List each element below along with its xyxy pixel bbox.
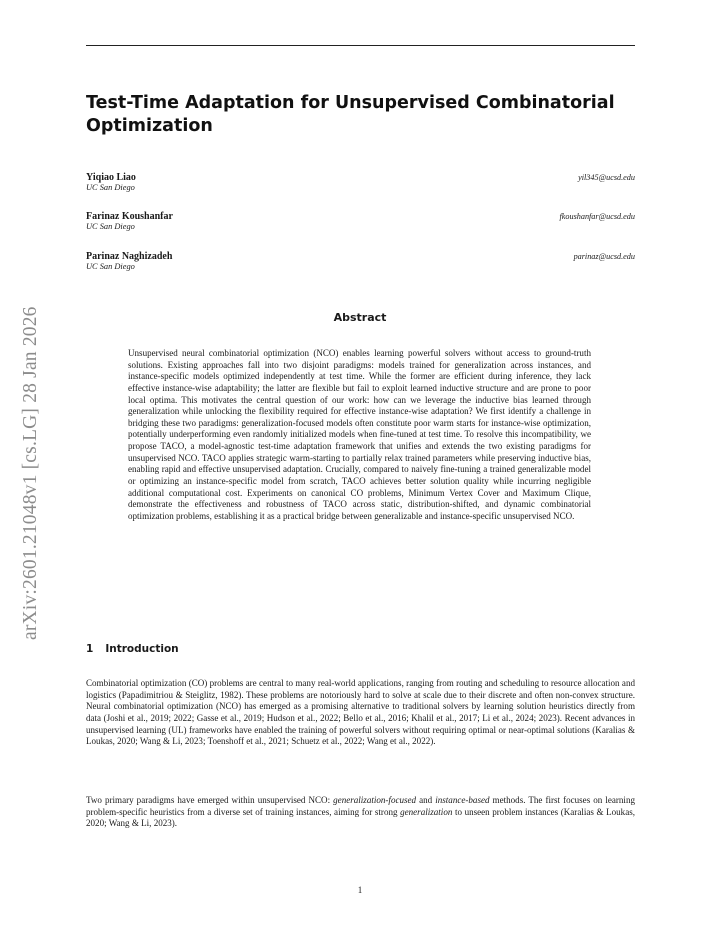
top-rule — [86, 45, 635, 46]
abstract-heading: Abstract — [333, 311, 387, 324]
author-email[interactable]: fkoushanfar@ucsd.edu — [559, 212, 635, 221]
author-block — [86, 251, 635, 281]
intro-paragraph-2 — [86, 795, 635, 830]
author-affiliation: UC San Diego — [86, 222, 135, 231]
intro-paragraph-1: Combinatorial optimization (CO) problems are central to many real-world applications, ranging from routing and scheduling to resource allocation and logistics (Papadimitriou & Steiglitz, 1982). These problems are notoriously hard to solve at scale due to their discrete and often non-convex structure. Neural combinatorial optimization (NCO) has emerged as a promising alternative to traditional solvers by learning solution heuristics directly from data (Joshi et al., 2019; 2022; Gasse et al., 2019; Hudson et al., 2022; Bello et al., 2016; Khalil et al., 2017; Li et al., 2024; 2023). Recent advances in unsupervised learning (UL) frameworks have enabled the training of powerful solvers without requiring optimal or near-optimal solutions (Karalias & Loukas, 2020; Wang & Li, 2023; Toenshoff et al., 2021; Schuetz et al., 2022; Wang et al., 2022). — [86, 678, 635, 747]
section-title: Introduction — [105, 643, 179, 655]
author-affiliation: UC San Diego — [86, 183, 135, 192]
section-heading — [86, 643, 179, 655]
emphasis-text: instance-based — [435, 795, 490, 805]
page-number: 1 — [357, 885, 363, 895]
author-name: Farinaz Koushanfar — [86, 211, 173, 222]
paragraph-text: methods. The first focuses on learning problem-specific heuristics from a diverse set of training instances, aiming for strong — [86, 795, 635, 817]
author-email[interactable]: yil345@ucsd.edu — [578, 173, 635, 182]
section-number: 1 — [86, 643, 94, 655]
author-block — [86, 172, 635, 202]
author-affiliation: UC San Diego — [86, 262, 135, 271]
paragraph-text: Two primary paradigms have emerged within unsupervised NCO: — [86, 795, 334, 805]
emphasis-text: generalization — [400, 806, 453, 817]
author-name: Parinaz Naghizadeh — [86, 251, 173, 262]
paper-title: Test-Time Adaptation for Unsupervised Combinatorial Optimization — [86, 93, 615, 136]
emphasis-text: generalization-focused — [333, 795, 417, 805]
paragraph-text: and — [416, 795, 436, 805]
arxiv-identifier: arXiv:2601.21048v1 [cs.LG] 28 Jan 2026 — [20, 306, 41, 640]
paragraph-text: to unseen problem instances (Karalias & Loukas, 2020; Wang & Li, 2023). — [86, 806, 635, 829]
author-block — [86, 211, 635, 241]
author-email[interactable]: parinaz@ucsd.edu — [573, 252, 635, 261]
abstract-text: Unsupervised neural combinatorial optimization (NCO) enables learning powerful solvers without access to ground-truth solutions. Existing approaches fall into two disjoint paradigms: models trained for generalization across instances, and instance-specific models optimized independently at test time. While the former are efficient during inference, they lack effective instance-wise adaptability; the latter are flexible but fail to exploit learned inductive structure and are prone to poor local optima. This motivates the central question of our work: how can we leverage the inductive bias learned through generalization while unlocking the flexibility required for effective instance-wise adaptation? We first identify a challenge in bridging these two paradigms: generalization-focused models often constitute poor warm starts for instance-wise optimization, potentially underperforming even randomly initialized models when fine-tuned at test time. To resolve this incompatibility, we propose TACO, a model-agnostic test-time adaptation framework that unifies and extends the two existing paradigms for unsupervised NCO. TACO applies strategic warm-starting to partially relax trained parameters while preserving inductive bias, enabling rapid and effective unsupervised adaptation. Crucially, compared to naively fine-tuning a trained generalizable model or optimizing an instance-specific model from scratch, TACO achieves better solution quality while incurring negligible additional computational cost. Experiments on canonical CO problems, Minimum Vertex Cover and Maximum Clique, demonstrate the effectiveness and robustness of TACO across static, distribution-shifted, and dynamic combinatorial optimization problems, establishing it as a practical bridge between generalizable and instance-specific unsupervised NCO. — [128, 348, 591, 521]
author-name: Yiqiao Liao — [86, 172, 136, 183]
